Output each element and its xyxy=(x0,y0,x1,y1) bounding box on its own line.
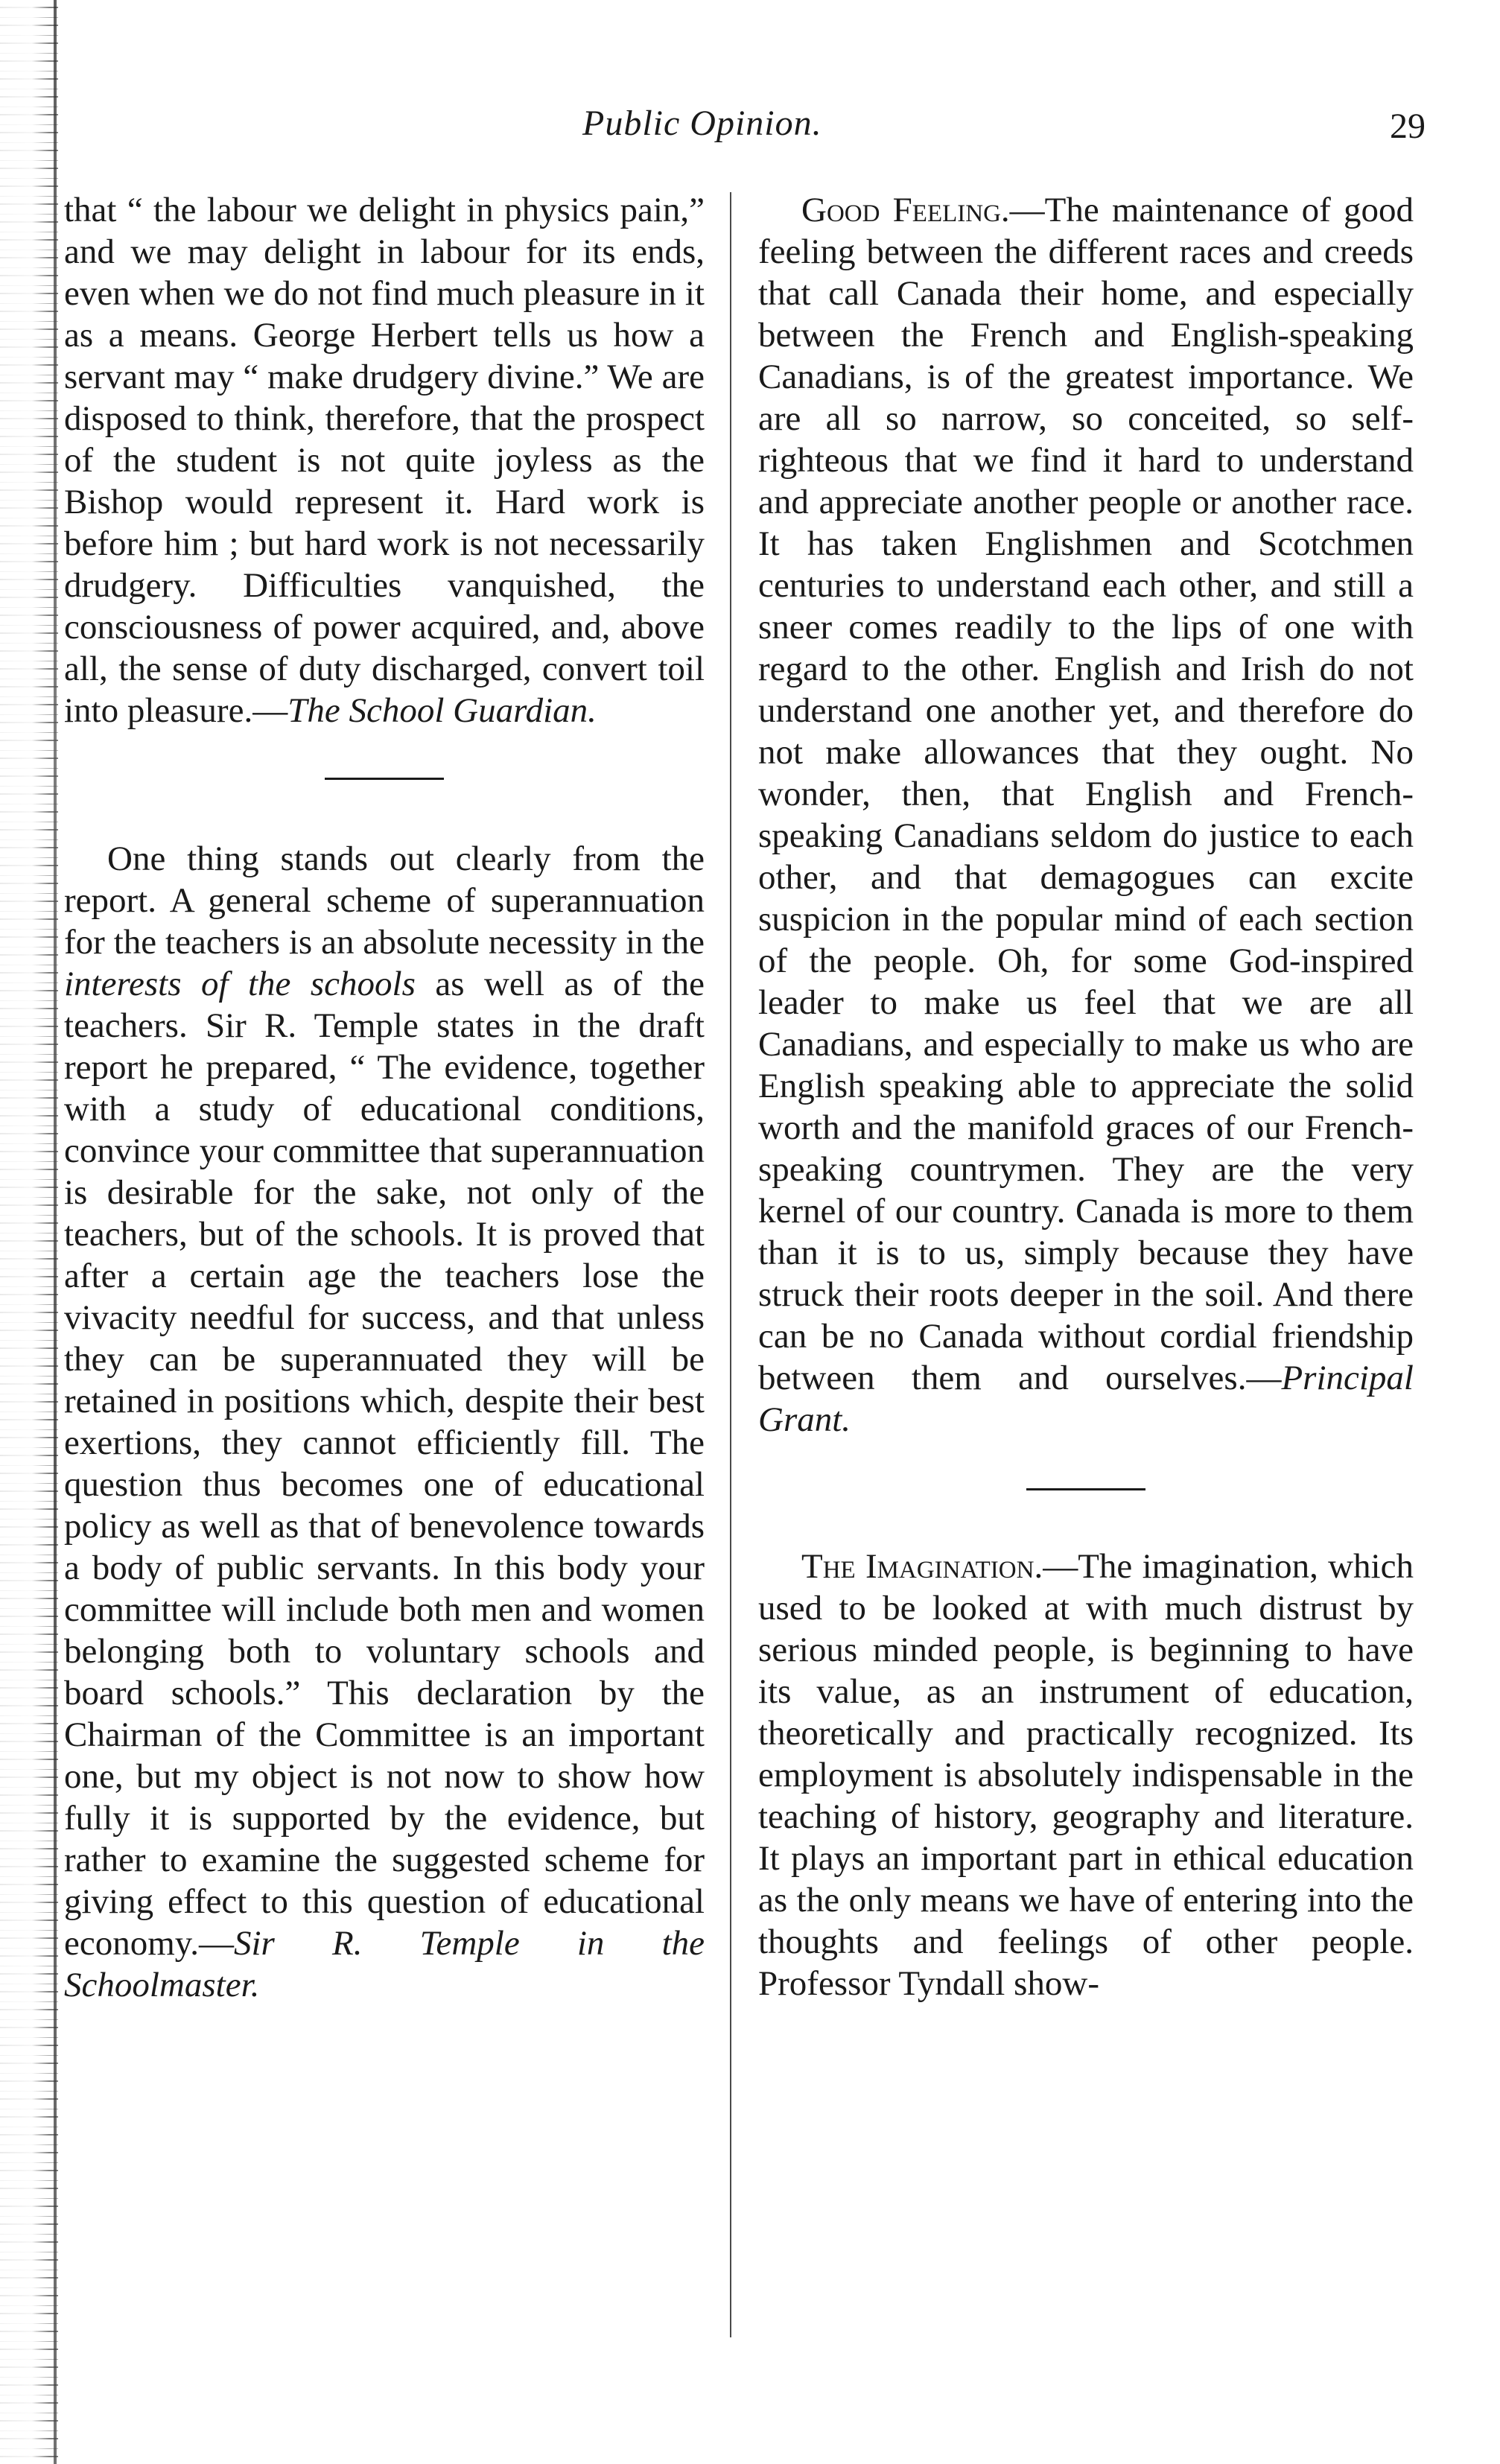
article-paragraph-imagination xyxy=(758,1546,1414,2004)
article-paragraph-labour xyxy=(64,189,705,731)
paragraph-text: that “ the labour we delight in physics pain,” and we may delight in labour for its ends, even when we do not find much pleasure in it as a means. George Herbert tells us how a servant may “ make drudgery divine.” We are disposed to think, therefore, that the prospect of the student is not quite joyless as the Bishop would represent it. Hard work is before him ; but hard work is not necessarily drudgery. Difficulties vanquished, the consciousness of power acquired, and, above all, the sense of duty discharged, convert toil into pleasure.— xyxy=(64,191,705,730)
paragraph-text: as well as of the teachers. Sir R. Temple states in the draft report he prepared, “ The evidence, together with a study of educational conditions, convince your committee that superannuation is desirable for the sake, not only of the teachers, but of the schools. It is proved that after a certain age the teachers lose the vivacity needful for success, and that unless they can be superannuated they will be retained in positions which, despite their best exertions, they cannot efficiently fill. The question thus becomes one of educational policy as well as that of benevolence towards a body of public servants. In this body your committee will include both men and women belonging both to voluntary schools and board schools.” This declaration by the Chairman of the Committee is an important one, but my object is not now to show how fully it is supported by the evidence, but rather to examine the suggested scheme for giving effect to this question of educational economy.— xyxy=(64,965,705,1963)
page-number: 29 xyxy=(1390,107,1426,146)
section-heading: The Imagination. xyxy=(801,1547,1043,1586)
paragraph-text: —The imagination, which used to be looked at with much distrust by serious minded people, is beginning to have its value, as an instrument of education, theoretically and practically recognized. Its employment is absolutely indispensable in the teaching of history, geography and literature. It plays an important part in ethical education as the only means we have of entering into the thoughts and feelings of other people. Professor Tyndall show- xyxy=(758,1547,1414,2003)
emphasized-phrase: interests of the schools xyxy=(64,965,416,1003)
running-title: Public Opinion. xyxy=(582,104,822,143)
column-divider xyxy=(730,192,731,2337)
source-attribution: Sir R. Temple in the Schoolmaster. xyxy=(64,1924,705,2004)
article-paragraph-superannuation xyxy=(64,838,705,2006)
left-column xyxy=(64,189,705,2006)
paragraph-text: One thing stands out clearly from the report. A general scheme of superannuation for the teachers is an absolute necessity in the xyxy=(64,839,705,962)
source-attribution: Principal Grant. xyxy=(758,1359,1414,1439)
paragraph-text: —The maintenance of good feeling between the different races and creeds that call Canada their home, and especially between the French and English-speaking Canadians, is of the greatest importance. We are all so narrow, so conceited, so self-righteous that we find it hard to understand and appreciate another people or another race. It has taken Englishmen and Scotchmen centuries to understand each other, and still a sneer comes readily to the lips of one with regard to the other. English and Irish do not understand one another yet, and therefore do not make allowances that they ought. No wonder, then, that English and French-speaking Canadians seldom do justice to each other, and that demagogues can excite suspicion in the popular mind of each section of the people. Oh, for some God-inspired leader to make us feel that we are all Canadians, and especially to make us who are English speaking able to appreciate the solid worth and the manifold graces of our French-speaking countrymen. They are the very kernel of our country. Canada is more to them than it is to us, simply because they have struck their roots deeper in the soil. And there can be no Canada without cordial friendship between them and ourselves.— xyxy=(758,191,1414,1397)
section-divider-rule xyxy=(1026,1488,1145,1490)
source-attribution: The School Guardian. xyxy=(287,691,597,730)
scanned-binding-edge xyxy=(0,0,58,2464)
article-paragraph-good-feeling xyxy=(758,189,1414,1441)
section-divider-rule xyxy=(325,778,444,780)
right-column xyxy=(758,189,1414,2004)
binding-shadow-line xyxy=(54,0,57,2464)
section-heading: Good Feeling. xyxy=(801,191,1010,229)
running-header xyxy=(0,103,1500,155)
